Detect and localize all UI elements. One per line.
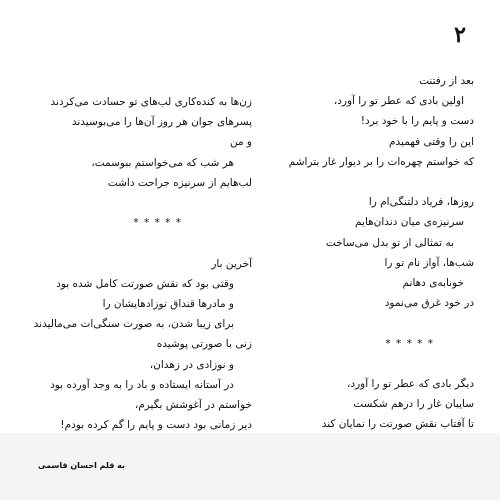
poem-line: دیر زمانی بود دست و پایم را گم کرده بودم! bbox=[60, 419, 252, 432]
poem-line: آخرین بار bbox=[211, 257, 252, 270]
poem-line: وقتی بود که نقش صورتت کامل شده بود bbox=[56, 277, 234, 290]
poem-line: این را وقتی فهمیدم bbox=[389, 135, 474, 148]
stanza-gap bbox=[12, 193, 252, 213]
poem-line: در خود غرق می‌نمود bbox=[384, 297, 474, 310]
poem-line: بعد از رفتنت bbox=[419, 75, 474, 87]
poem-line: لب‌هایم از سرنیزه جراحت داشت bbox=[107, 176, 252, 189]
stanza-separator: * * * * * bbox=[133, 217, 182, 230]
poem-line: زنی با صورتی پوشیده bbox=[156, 338, 252, 351]
stanza-separator: * * * * * bbox=[385, 337, 434, 350]
poem-line: پسرهای جوان هر روز آن‌ها را می‌بوسیدند bbox=[71, 116, 252, 129]
poem-line: اولین بادی که عطر تو را آورد، bbox=[333, 95, 464, 108]
poem-line: دست و پایم را با خود برد! bbox=[360, 115, 474, 128]
poem-left-column bbox=[12, 92, 252, 435]
poem-line: سایبان غار را درهم شکست bbox=[353, 398, 474, 411]
poem-line: و نوزادی در زهدان، bbox=[149, 358, 234, 371]
poem-line: هر شب که می‌خواستم ببوسمت، bbox=[91, 156, 234, 169]
poem-line: برای زیبا شدن، به صورت سنگی‌ات می‌مالیدند bbox=[33, 318, 234, 331]
author-credit: به قلم احسان قاسمی bbox=[38, 461, 126, 470]
poem-line: و من bbox=[229, 136, 252, 149]
stanza-gap bbox=[259, 172, 474, 192]
stanza-gap bbox=[12, 233, 252, 253]
poem-line: به تمثالی از تو بدل می‌ساخت bbox=[325, 236, 454, 249]
poem-line: تا آفتاب نقش صورتت را نمایان کند bbox=[321, 418, 474, 431]
stanza-gap bbox=[259, 354, 474, 374]
poem-line: خواستم در آغوشش بگیرم، bbox=[134, 399, 252, 412]
poem-line: سرنیزه‌ی میان دندان‌هایم bbox=[355, 216, 464, 229]
poem-line: و مادرها قنداق نوزادهایشان را bbox=[102, 298, 234, 310]
poem-line: خونابه‌ی دهانم bbox=[402, 277, 464, 290]
poem-line: روزها، فریاد دلتنگی‌ام را bbox=[368, 196, 474, 209]
poem-line: که خواستم چهره‌ات را بر دیوار غار بتراشم bbox=[288, 155, 474, 168]
poem-line: دیگر بادی که عطر تو را آورد، bbox=[347, 378, 474, 390]
poem-right-column bbox=[259, 71, 474, 455]
page-number: ۲ bbox=[454, 22, 466, 48]
stanza-gap bbox=[259, 313, 474, 333]
poem-line: در آستانه ایستاده و باد را به وجد آورده بود bbox=[50, 378, 234, 391]
poem-line: شب‌ها، آواز نام تو را bbox=[384, 256, 474, 269]
poem-line: زن‌ها به کنده‌کاری لب‌های تو حسادت می‌کردند bbox=[50, 96, 252, 108]
